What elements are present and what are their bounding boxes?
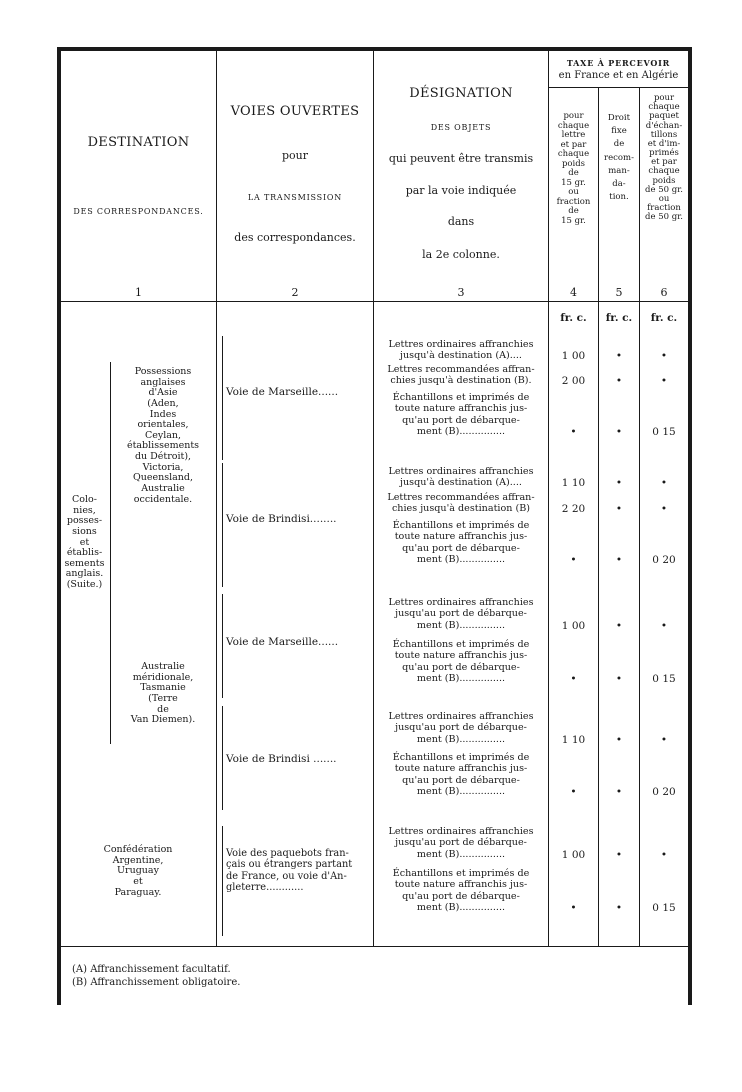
group-australie-line: (Terre xyxy=(148,692,178,704)
row-description-line: toute nature affranchis jus- xyxy=(394,650,528,662)
col6-header-line: et d'im- xyxy=(647,138,681,149)
row-c6-value: 0 20 xyxy=(652,554,676,567)
row-description-line: jusqu'à destination (A).... xyxy=(400,477,522,489)
col4-header-line: 15 gr. xyxy=(561,177,586,188)
table-top-border xyxy=(57,47,692,51)
group-asie-line: établissements xyxy=(126,440,200,452)
col6-header-line: paquet xyxy=(649,111,679,122)
col6-header-line: pour xyxy=(653,93,675,103)
row-description-line: ment (B)............... xyxy=(416,785,506,797)
row-description xyxy=(378,711,544,745)
col1-number: 1 xyxy=(135,286,142,299)
col6-header-line: poids xyxy=(652,175,676,186)
group-asie-line: Ceylan, xyxy=(144,429,182,441)
group-confederation-line: Confédération xyxy=(103,844,173,855)
col5-header-line: da- xyxy=(612,178,626,189)
header-bottom-rule xyxy=(61,301,688,302)
col5-header-line: fixe xyxy=(611,126,627,137)
col4-header-line: de xyxy=(568,168,579,179)
col5-number: 5 xyxy=(615,286,623,299)
row-description xyxy=(378,364,544,387)
row-description-line: jusqu'au port de débarque- xyxy=(395,722,527,734)
row-description xyxy=(378,868,544,913)
row-c4-value: 2 00 xyxy=(561,375,586,388)
col4-header-line: chaque xyxy=(557,149,590,160)
row-c4-value: • xyxy=(570,426,577,439)
col4-header xyxy=(549,112,598,226)
route-5-line: çais ou étrangers partant xyxy=(226,859,353,871)
col4-header-line: fraction xyxy=(556,196,591,207)
route-brace-1 xyxy=(218,336,223,460)
row-description xyxy=(378,520,544,565)
row-description-line: ment (B)............... xyxy=(416,901,506,913)
col2-pour: pour xyxy=(281,149,308,162)
row-c5-value: • xyxy=(615,350,623,363)
route-4: Voie de Brindisi ....... xyxy=(226,753,337,765)
row-description-line: toute nature affranchis jus- xyxy=(394,763,528,775)
col2-mid: LA TRANSMISSION xyxy=(247,193,343,202)
row-description xyxy=(378,826,544,860)
col2-title: VOIES OUVERTES xyxy=(230,104,360,119)
colonies-label xyxy=(62,495,107,591)
col2-subtitle: des correspondances. xyxy=(234,231,356,244)
route-brace-2 xyxy=(218,463,223,587)
col1-title: DESTINATION xyxy=(87,135,190,150)
colonies-line: (Suite.) xyxy=(66,579,103,590)
col6-header-line: fraction xyxy=(647,203,681,214)
col6-number: 6 xyxy=(660,286,668,299)
route-brace-3 xyxy=(218,594,223,698)
row-c6-value: • xyxy=(660,375,668,388)
row-description-line: toute nature affranchis jus- xyxy=(394,403,528,415)
row-description-line: Lettres recommandées affran- xyxy=(387,364,535,375)
group-australie-line: de xyxy=(157,703,169,715)
col5-header-line: recom- xyxy=(604,152,634,163)
row-c5-value: • xyxy=(615,375,623,388)
route-brace-4 xyxy=(218,706,223,810)
col6-header-line: de 50 gr. xyxy=(645,184,683,195)
row-description-line: jusqu'à destination (A).... xyxy=(400,350,522,362)
col6-header xyxy=(640,94,688,222)
row-description xyxy=(378,466,544,489)
colonies-line: nies, xyxy=(73,504,96,516)
col4-header-line: pour xyxy=(563,111,584,121)
row-description xyxy=(378,492,544,515)
row-description-line: Lettres ordinaires affranchies xyxy=(388,339,534,350)
colonies-line: Colo- xyxy=(72,494,97,505)
col5-header-line: Droit xyxy=(607,113,631,123)
row-description-line: Échantillons et imprimés de xyxy=(392,520,530,531)
col6-header-line: chaque xyxy=(648,166,680,177)
row-c4-value: 1 10 xyxy=(561,733,586,746)
row-c6-value: 0 15 xyxy=(652,673,676,686)
row-c4-value: • xyxy=(570,786,577,799)
col6-header-line: primés xyxy=(649,148,679,159)
row-description-line: Lettres recommandées affran- xyxy=(387,492,535,503)
col3-line1: qui peuvent être transmis xyxy=(388,152,534,165)
footnote-b: (B) Affranchissement obligatoire. xyxy=(72,977,241,988)
body-bottom-rule xyxy=(61,946,688,947)
col4-number: 4 xyxy=(570,286,577,299)
col6-header-line: chaque xyxy=(648,102,680,113)
row-description-line: qu'au port de débarque- xyxy=(402,774,520,786)
row-description xyxy=(378,752,544,797)
colonies-line: établis- xyxy=(66,547,103,559)
row-c5-value: • xyxy=(615,426,623,439)
row-c4-value: 1 00 xyxy=(561,848,586,861)
col4-header-line: de xyxy=(568,206,579,217)
col5-header-line: tion. xyxy=(609,192,629,203)
group-asie-line: orientales, xyxy=(137,419,189,431)
col5-header-line: man- xyxy=(608,165,630,176)
group-confederation-line: Uruguay xyxy=(117,865,159,877)
col4-header-line: 15 gr. xyxy=(561,215,586,226)
footnote-a: (A) Affranchissement facultatif. xyxy=(72,964,231,975)
colonies-brace xyxy=(110,362,111,744)
row-description-line: toute nature affranchis jus- xyxy=(394,879,528,891)
col4-header-line: lettre xyxy=(561,130,586,141)
row-c5-value: • xyxy=(615,673,623,686)
row-description-line: Échantillons et imprimés de xyxy=(392,639,530,650)
col3-number: 3 xyxy=(457,286,465,299)
col3-mid: DES OBJETS xyxy=(430,123,492,132)
row-description-line: Lettres ordinaires affranchies xyxy=(388,466,534,477)
route-5-line: Voie des paquebots fran- xyxy=(226,848,349,859)
group-asie-line: Victoria, xyxy=(142,461,184,473)
col6-header-line: de 50 gr. xyxy=(645,212,683,223)
row-c4-value: 1 00 xyxy=(561,619,586,632)
colonies-line: anglais. xyxy=(65,568,104,580)
row-c6-value: 0 20 xyxy=(652,786,676,799)
group-confederation xyxy=(62,845,214,898)
row-description-line: qu'au port de débarque- xyxy=(402,414,520,426)
row-description-line: qu'au port de débarque- xyxy=(402,890,520,902)
row-c6-value: • xyxy=(660,503,668,516)
col6-header-line: d'échan- xyxy=(645,120,683,131)
group-confederation-line: et xyxy=(133,875,143,887)
row-description-line: Échantillons et imprimés de xyxy=(392,868,530,879)
col3-line4: la 2e colonne. xyxy=(422,248,500,261)
col3-title: DÉSIGNATION xyxy=(409,86,513,101)
taxe-subtitle: en France et en Algérie xyxy=(558,70,679,81)
row-description-line: Lettres ordinaires affranchies xyxy=(388,597,534,608)
col5-header xyxy=(599,112,639,204)
col4-unit: fr. c. xyxy=(560,312,587,324)
group-confederation-line: Paraguay. xyxy=(114,886,162,898)
row-c5-value: • xyxy=(615,503,623,516)
row-description xyxy=(378,392,544,437)
table-left-border xyxy=(57,47,61,1005)
row-c5-value: • xyxy=(615,619,623,632)
row-description-line: ment (B)............... xyxy=(416,553,506,565)
row-description-line: chies jusqu'à destination (B). xyxy=(390,375,532,387)
group-australie-line: Australie xyxy=(141,661,185,672)
row-description-line: ment (B)............... xyxy=(416,672,506,684)
group-asie-line: du Détroit), xyxy=(134,451,192,462)
col4-header-line: chaque xyxy=(557,120,590,131)
row-c4-value: 1 10 xyxy=(561,477,586,490)
row-c5-value: • xyxy=(615,902,623,915)
row-description-line: chies jusqu'à destination (B) xyxy=(391,503,531,515)
row-c5-value: • xyxy=(615,786,623,799)
row-c5-value: • xyxy=(615,477,623,490)
row-description-line: ment (B)............... xyxy=(416,619,506,631)
group-confederation-line: Argentine, xyxy=(112,854,164,866)
col-divider-4 xyxy=(598,88,599,946)
group-australie-line: méridionale, xyxy=(132,671,194,683)
row-description-line: Lettres ordinaires affranchies xyxy=(388,711,534,722)
row-description-line: ment (B)............... xyxy=(416,733,506,745)
col2-number: 2 xyxy=(291,286,299,299)
route-brace-5 xyxy=(218,826,223,936)
col6-header-line: et par xyxy=(651,157,677,168)
row-description-line: qu'au port de débarque- xyxy=(402,661,520,673)
group-australie xyxy=(112,662,214,726)
row-description-line: ment (B)............... xyxy=(416,848,506,860)
row-c4-value: • xyxy=(570,554,577,567)
table-right-border xyxy=(688,47,692,1005)
route-2: Voie de Brindisi........ xyxy=(226,513,337,525)
col3-line2: par la voie indiquée xyxy=(405,184,517,197)
row-c5-value: • xyxy=(615,733,623,746)
col3-line3: dans xyxy=(447,215,475,228)
row-c4-value: • xyxy=(570,673,577,686)
row-c6-value: • xyxy=(660,848,668,861)
group-asie-line: Australie xyxy=(141,482,185,494)
row-description-line: qu'au port de débarque- xyxy=(402,542,520,554)
col1-subtitle: DES CORRESPONDANCES. xyxy=(73,207,204,216)
row-description-line: Lettres ordinaires affranchies xyxy=(388,826,534,837)
route-5 xyxy=(226,848,372,893)
row-c6-value: • xyxy=(660,619,668,632)
row-description-line: jusqu'au port de débarque- xyxy=(395,837,527,849)
group-australie-line: Van Diemen). xyxy=(130,714,196,726)
group-asie-line: (Aden, xyxy=(147,397,179,409)
route-5-line: gleterre............ xyxy=(226,881,304,893)
group-asie-line: occidentale. xyxy=(133,493,193,505)
group-asie-line: anglaises xyxy=(140,376,186,388)
row-description xyxy=(378,339,544,362)
col4-header-line: et par xyxy=(560,139,587,150)
group-australie-line: Tasmanie xyxy=(140,682,186,694)
col6-header-line: ou xyxy=(658,193,670,204)
row-description-line: Échantillons et imprimés de xyxy=(392,392,530,403)
taxe-title: TAXE À PERCEVOIR xyxy=(566,58,671,68)
col4-header-line: ou xyxy=(568,187,579,198)
row-c5-value: • xyxy=(615,848,623,861)
group-asie-line: Possessions xyxy=(134,366,192,377)
col6-header-line: tillons xyxy=(650,129,678,140)
row-c6-value: • xyxy=(660,733,668,746)
row-description-line: ment (B)............... xyxy=(416,425,506,437)
row-description xyxy=(378,639,544,684)
row-description xyxy=(378,597,544,631)
row-description-line: jusqu'au port de débarque- xyxy=(395,608,527,620)
col4-header-line: poids xyxy=(561,158,586,169)
route-1: Voie de Marseille...... xyxy=(226,386,339,398)
col5-header-line: de xyxy=(613,139,625,150)
colonies-line: et xyxy=(79,536,90,548)
colonies-line: sements xyxy=(64,557,105,569)
route-3: Voie de Marseille...... xyxy=(226,636,339,648)
row-c6-value: 0 15 xyxy=(652,902,676,915)
group-asie xyxy=(112,367,214,505)
row-c6-value: 0 15 xyxy=(652,426,676,439)
row-c6-value: • xyxy=(660,477,668,490)
row-c4-value: 1 00 xyxy=(561,350,586,363)
group-asie-line: Indes xyxy=(149,408,177,420)
row-description-line: toute nature affranchis jus- xyxy=(394,531,528,543)
row-c5-value: • xyxy=(615,554,623,567)
colonies-line: posses- xyxy=(66,515,103,527)
taxe-divider xyxy=(548,87,688,88)
col5-unit: fr. c. xyxy=(605,312,633,324)
group-asie-line: Queensland, xyxy=(132,472,194,484)
row-description-line: Échantillons et imprimés de xyxy=(392,752,530,763)
route-5-line: de France, ou voie d'An- xyxy=(226,870,347,882)
group-asie-line: d'Asie xyxy=(148,387,178,399)
colonies-line: sions xyxy=(72,525,97,537)
row-c4-value: • xyxy=(570,902,577,915)
row-c4-value: 2 20 xyxy=(561,503,586,516)
row-c6-value: • xyxy=(660,350,668,363)
col6-unit: fr. c. xyxy=(650,312,678,324)
